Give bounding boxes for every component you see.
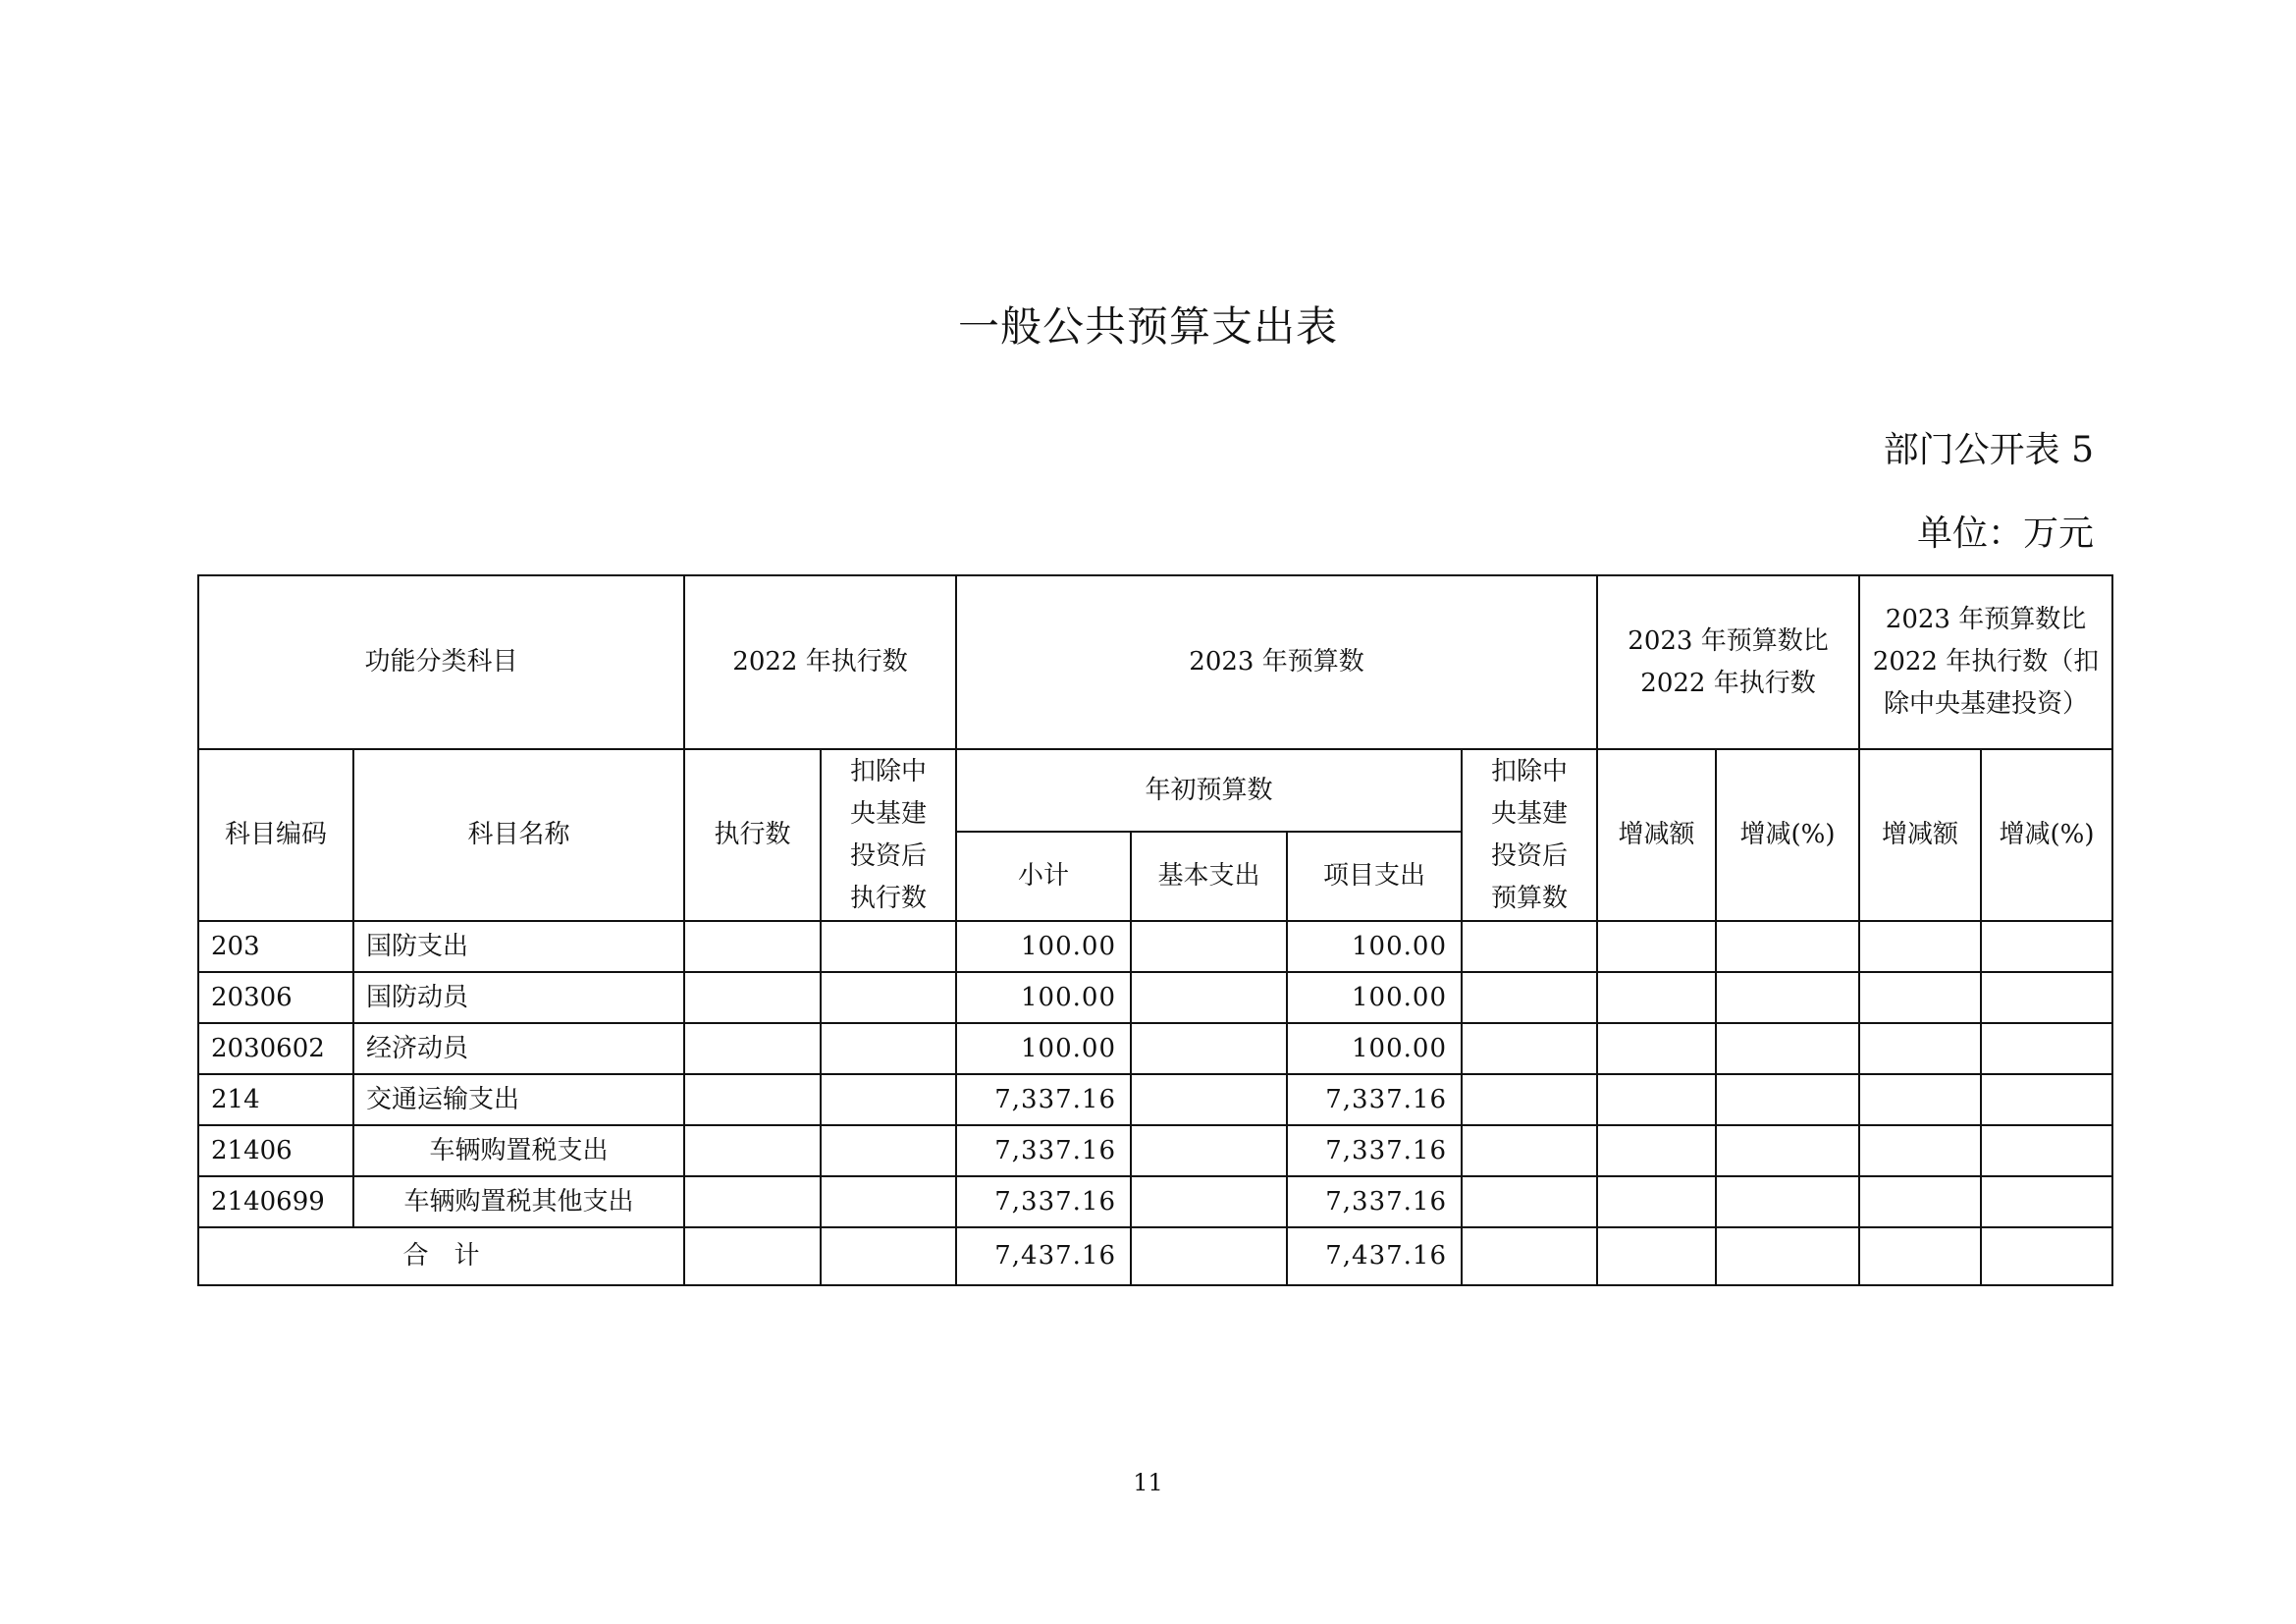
header-pct2: 增减(%) [1981,749,2112,921]
empty-cell [1131,1023,1287,1074]
empty-cell [1859,1176,1981,1227]
table-number: 部门公开表 5 [1883,430,2094,470]
cell-project: 100.00 [1287,972,1462,1023]
cell-name: 国防支出 [353,921,684,972]
empty-cell [1462,1023,1597,1074]
empty-cell [684,1227,821,1285]
empty-cell [1716,1176,1859,1227]
cell-subtotal: 100.00 [956,921,1131,972]
cell-code: 214 [198,1074,353,1125]
empty-cell [821,921,956,972]
total-project: 7,437.16 [1287,1227,1462,1285]
empty-cell [1131,1176,1287,1227]
empty-cell [821,1023,956,1074]
cell-name: 经济动员 [353,1023,684,1074]
empty-cell [1462,972,1597,1023]
cell-project: 7,337.16 [1287,1176,1462,1227]
empty-cell [1597,1125,1716,1176]
table-row [198,1176,2112,1227]
empty-cell [684,1125,821,1176]
header-initial: 年初预算数 [956,749,1462,832]
cell-code: 203 [198,921,353,972]
page-number: 11 [1133,1469,1163,1496]
empty-cell [1597,1023,1716,1074]
header-cmp1: 2023 年预算数比 2022 年执行数 [1597,575,1859,749]
table-row [198,921,2112,972]
cell-code: 2030602 [198,1023,353,1074]
cell-project: 7,337.16 [1287,1074,1462,1125]
empty-cell [1981,1176,2112,1227]
empty-cell [1716,972,1859,1023]
empty-cell [1859,1227,1981,1285]
empty-cell [821,1176,956,1227]
empty-cell [1462,921,1597,972]
header-diff2: 增减额 [1859,749,1981,921]
cell-project: 7,337.16 [1287,1125,1462,1176]
empty-cell [1981,1074,2112,1125]
empty-cell [821,1125,956,1176]
table-row [198,1023,2112,1074]
empty-cell [1131,1227,1287,1285]
empty-cell [1597,1227,1716,1285]
empty-cell [1597,1074,1716,1125]
unit-label: 单位：万元 [1916,514,2094,554]
header-pct1: 增减(%) [1716,749,1859,921]
empty-cell [1462,1074,1597,1125]
table-row [198,1125,2112,1176]
empty-cell [1597,972,1716,1023]
cell-code: 2140699 [198,1176,353,1227]
empty-cell [684,972,821,1023]
empty-cell [684,1176,821,1227]
empty-cell [1981,1227,2112,1285]
empty-cell [1859,1125,1981,1176]
empty-cell [1716,921,1859,972]
empty-cell [1462,1227,1597,1285]
header-func: 功能分类科目 [198,575,684,749]
cell-name: 国防动员 [353,972,684,1023]
empty-cell [821,972,956,1023]
header-project: 项目支出 [1287,832,1462,921]
header-budget-ex: 扣除中央基建投资后预算数 [1462,749,1597,921]
empty-cell [1981,1023,2112,1074]
cell-code: 20306 [198,972,353,1023]
empty-cell [1859,921,1981,972]
header-exec: 执行数 [684,749,821,921]
cell-project: 100.00 [1287,1023,1462,1074]
header-cmp2: 2023 年预算数比 2022 年执行数（扣除中央基建投资） [1859,575,2112,749]
empty-cell [1597,1176,1716,1227]
cell-subtotal: 100.00 [956,972,1131,1023]
empty-cell [821,1227,956,1285]
empty-cell [684,1023,821,1074]
cell-subtotal: 7,337.16 [956,1074,1131,1125]
empty-cell [1981,972,2112,1023]
empty-cell [1131,972,1287,1023]
header-name: 科目名称 [353,749,684,921]
empty-cell [1859,972,1981,1023]
total-row [198,1227,2112,1285]
budget-table [197,574,2113,1286]
cell-code: 21406 [198,1125,353,1176]
cell-project: 100.00 [1287,921,1462,972]
header-exec2022: 2022 年执行数 [684,575,956,749]
empty-cell [1462,1176,1597,1227]
cell-subtotal: 100.00 [956,1023,1131,1074]
empty-cell [1859,1074,1981,1125]
header-diff1: 增减额 [1597,749,1716,921]
empty-cell [1716,1125,1859,1176]
total-subtotal: 7,437.16 [956,1227,1131,1285]
empty-cell [821,1074,956,1125]
table-row [198,972,2112,1023]
table-row [198,1074,2112,1125]
empty-cell [1716,1074,1859,1125]
empty-cell [1597,921,1716,972]
page-title: 一般公共预算支出表 [957,302,1338,351]
cell-subtotal: 7,337.16 [956,1125,1131,1176]
empty-cell [1716,1023,1859,1074]
cell-name: 车辆购置税支出 [353,1125,684,1176]
cell-subtotal: 7,337.16 [956,1176,1131,1227]
cell-name: 车辆购置税其他支出 [353,1176,684,1227]
header-exec-ex: 扣除中央基建投资后执行数 [821,749,956,921]
empty-cell [1859,1023,1981,1074]
empty-cell [1131,1074,1287,1125]
empty-cell [684,921,821,972]
empty-cell [1131,921,1287,972]
total-label: 合 计 [198,1227,684,1285]
header-basic: 基本支出 [1131,832,1287,921]
empty-cell [1462,1125,1597,1176]
empty-cell [684,1074,821,1125]
empty-cell [1981,1125,2112,1176]
empty-cell [1981,921,2112,972]
header-code: 科目编码 [198,749,353,921]
header-budget2023: 2023 年预算数 [956,575,1597,749]
empty-cell [1131,1125,1287,1176]
header-subtotal: 小计 [956,832,1131,921]
cell-name: 交通运输支出 [353,1074,684,1125]
empty-cell [1716,1227,1859,1285]
